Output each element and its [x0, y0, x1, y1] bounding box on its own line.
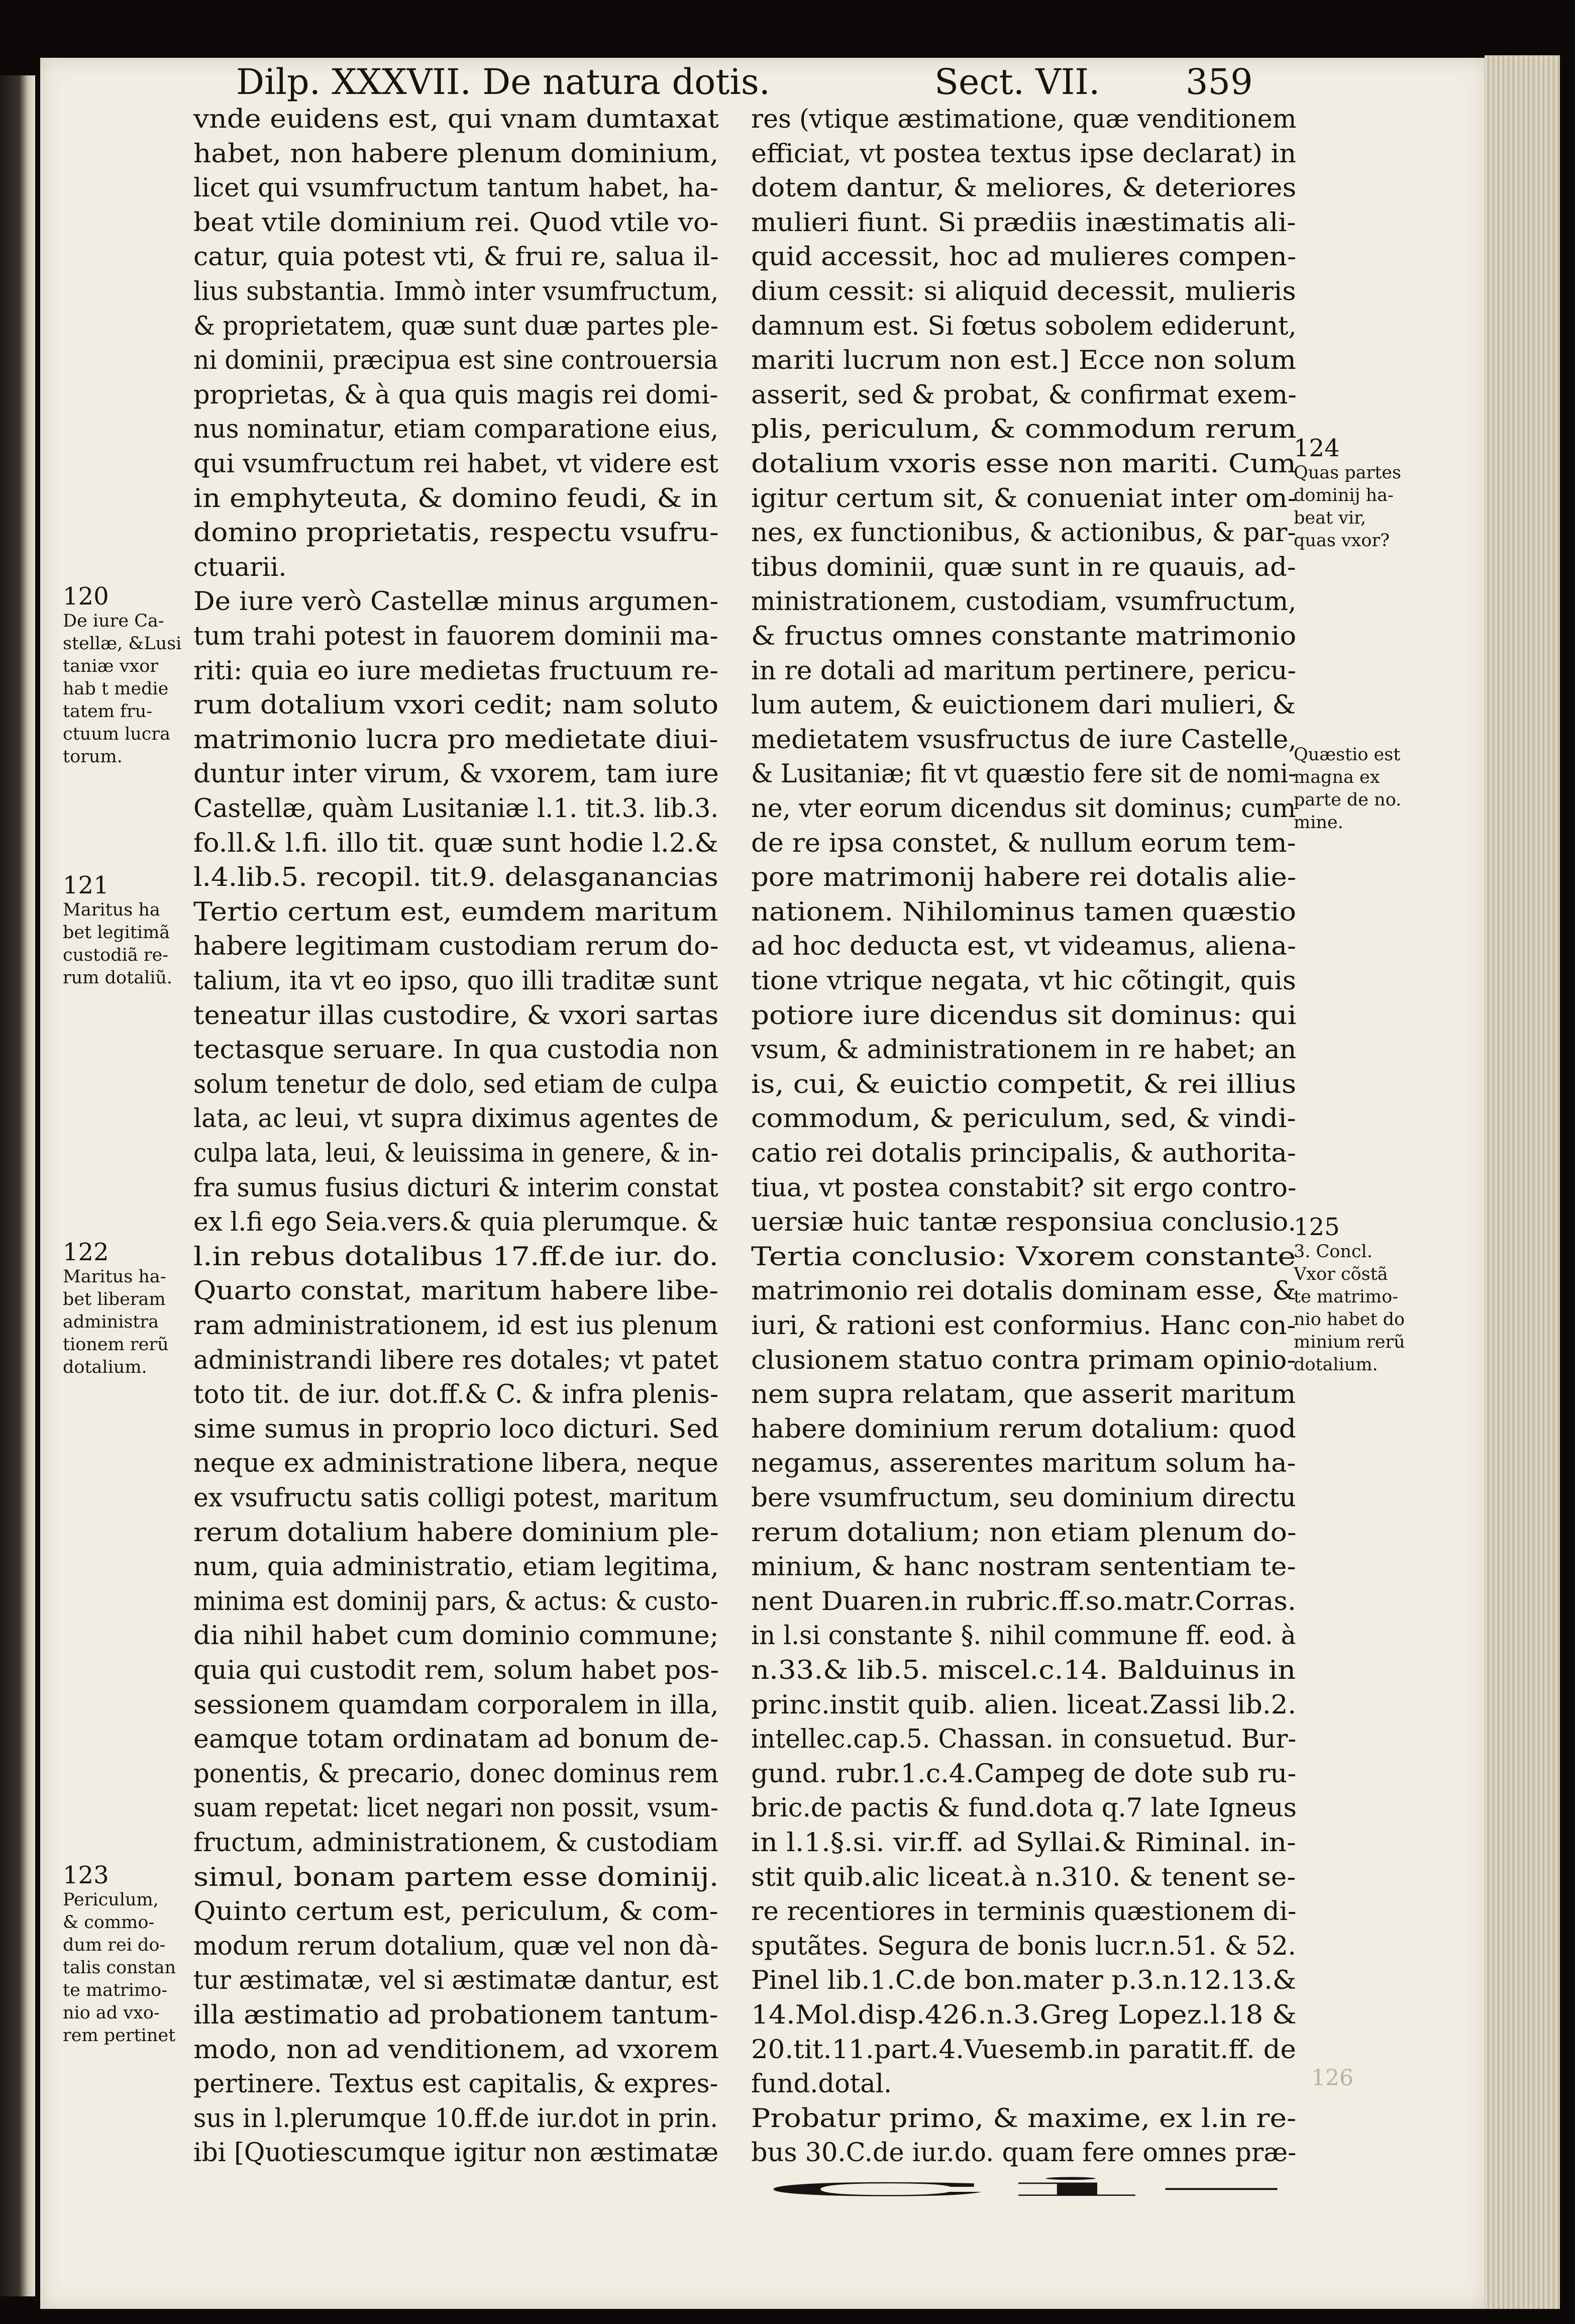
text-line: n.33.& lib.5. miscel.c.14. Balduinus in	[751, 1656, 1296, 1685]
margin-note	[1294, 744, 1401, 834]
margin-note-text: Quæstio est magna ex parte de no. mine.	[1294, 745, 1402, 833]
margin-note-text: De iure Ca- stellæ, &Lusi taniæ vxor hab t medie tatem fru- ctuum lucra torum.	[63, 611, 182, 767]
text-line: efficiat, vt postea textus ipse declarat) in	[751, 139, 1297, 169]
text-line: rerum dotalium; non etiam plenum do-	[751, 1518, 1297, 1548]
text-line: bere vsumfructum, seu dominium directu	[751, 1483, 1296, 1513]
text-line: & Lusitaniæ; fit vt quæstio fere sit de nomi-	[751, 759, 1297, 789]
text-line: matrimonio rei dotalis dominam esse, &	[751, 1276, 1296, 1306]
text-line: tione vtrique negata, vt hic cõtingit, quis	[751, 966, 1296, 996]
text-line: bus 30.C.de iur.do. quam fere omnes præ-	[751, 2138, 1297, 2168]
text-line: gund. rubr.1.c.4.Campeg de dote sub ru-	[751, 1759, 1297, 1789]
margin-note	[1294, 1213, 1405, 1376]
text-line: ram administrationem, id est ius plenum	[193, 1311, 718, 1341]
text-line: bric.de pactis & fund.dota q.7 late Igneus	[751, 1793, 1297, 1824]
text-line: fructum, administrationem, & custodiam	[193, 1828, 718, 1858]
text-line: riti: quia eo iure medietas fructuum re-	[193, 656, 718, 686]
text-line: rerum dotalium habere dominium ple-	[193, 1518, 719, 1548]
text-line: domino proprietatis, respectu vsufru-	[193, 518, 719, 548]
text-line: sus in l.plerumque 10.ff.de iur.dot in prin.	[193, 2103, 718, 2134]
text-line: dotem dantur, & meliores, & deteriores	[751, 173, 1297, 204]
text-line: solum tenetur de dolo, sed etiam de culpa	[193, 1069, 718, 1099]
text-line: nem supra relatam, que asserit maritum	[751, 1380, 1296, 1410]
text-line: tur æstimatæ, vel si æstimatæ dantur, est	[193, 1966, 719, 1996]
text-line: nent Duaren.in rubric.ff.so.matr.Corras.	[751, 1586, 1296, 1616]
margin-note-text: Maritus ha bet legitimã custodiã re- rum dotaliũ.	[63, 900, 173, 988]
text-line: potiore iure dicendus sit dominus: qui	[751, 1000, 1297, 1031]
text-line: stit quib.alic liceat.à n.310. & tenent se-	[751, 1862, 1296, 1892]
text-line: quid accessit, hoc ad mulieres compen-	[751, 242, 1297, 272]
text-line: nus nominatur, etiam comparatione eius,	[193, 415, 719, 445]
text-line: Castellæ, quàm Lusitaniæ l.1. tit.3. lib.3.	[193, 794, 719, 824]
text-line: pertinere. Textus est capitalis, & expres-	[193, 2069, 718, 2099]
margin-note-number: 120	[63, 582, 109, 611]
text-line: qui vsumfructum rei habet, vt videre est	[193, 449, 719, 479]
text-line: duntur inter virum, & vxorem, tam iure	[193, 759, 719, 789]
margin-note-text: Periculum, & commo- dum rei do- talis constan te matrimo- nio ad vxo- rem pertinet	[63, 1890, 176, 2046]
text-line: minima est dominij pars, & actus: & custo-	[193, 1586, 719, 1616]
text-line: sessionem quamdam corporalem in illa,	[193, 1690, 719, 1720]
text-line: toto tit. de iur. dot.ff.& C. & infra plenis-	[193, 1380, 719, 1410]
text-line: medietatem vsusfructus de iure Castelle,	[751, 725, 1297, 755]
text-line: nationem. Nihilominus tamen quæstio	[751, 897, 1297, 927]
text-line: Quinto certum est, periculum, & com-	[193, 1897, 718, 1927]
text-line: tibus dominii, quæ sunt in re quauis, ad-	[751, 552, 1296, 582]
text-line: Tertia conclusio: Vxorem constante	[751, 1242, 1296, 1272]
text-line: de re ipsa constet, & nullum eorum tem-	[751, 828, 1296, 858]
book-spine	[0, 75, 35, 2296]
text-line: tectasque seruare. In qua custodia non	[193, 1035, 719, 1065]
text-line: modo, non ad venditionem, ad vxorem	[193, 2035, 719, 2065]
page-edges	[1485, 55, 1560, 2309]
text-line: num, quia administratio, etiam legitima,	[193, 1552, 719, 1582]
text-line: Tertio certum est, eumdem maritum	[193, 897, 718, 927]
text-line: habet, non habere plenum dominium,	[193, 139, 719, 169]
text-line: dia nihil habet cum dominio commune;	[193, 1621, 719, 1651]
margin-note-number: 123	[63, 1861, 109, 1889]
text-line: lata, ac leui, vt supra diximus agentes de	[193, 1104, 719, 1134]
text-line: negamus, asserentes maritum solum ha-	[751, 1449, 1296, 1479]
page-number: 359	[1186, 61, 1253, 103]
text-line: nes, ex functionibus, & actionibus, & par-	[751, 518, 1296, 548]
margin-note-text: 3. Concl. Vxor cõstã te matrimo- nio habet do minium rerũ dotalium.	[1294, 1242, 1405, 1375]
margin-note	[1294, 434, 1401, 552]
text-line: & proprietatem, quæ sunt duæ partes ple-	[193, 311, 718, 341]
text-line: eamque totam ordinatam ad bonum de-	[193, 1725, 719, 1755]
text-line: in re dotali ad maritum pertinere, pericu-	[751, 656, 1296, 686]
text-line: 20.tit.11.part.4.Vuesemb.in paratit.ff. de	[751, 2035, 1296, 2065]
text-line: lum autem, & euictionem dari mulieri, &	[751, 690, 1296, 721]
text-line: modum rerum dotalium, quæ vel non dà-	[193, 1931, 719, 1961]
text-line: ci-	[751, 2173, 1297, 2202]
text-line: sputãtes. Segura de bonis lucr.n.51. & 52.	[751, 1931, 1296, 1961]
margin-note-number: 125	[1294, 1213, 1340, 1241]
text-line: suam repetat: licet negari non possit, vsum-	[193, 1793, 718, 1824]
text-line: mulieri fiunt. Si prædiis inæstimatis ali-	[751, 208, 1296, 238]
text-line: sime sumus in proprio loco dicturi. Sed	[193, 1414, 719, 1444]
text-line: ctuarii.	[193, 552, 287, 582]
margin-note-text: Quas partes dominij ha- beat vir, quas vxor?	[1294, 463, 1401, 551]
margin-note-number: 121	[63, 871, 109, 899]
text-line: tum trahi potest in fauorem dominii ma-	[193, 622, 718, 651]
bleed-through-number: 126	[1311, 2065, 1353, 2091]
text-line: catio rei dotalis principalis, & authorita-	[751, 1139, 1296, 1168]
text-line: re recentiores in terminis quæstionem di-	[751, 1897, 1297, 1927]
text-line: lius substantia. Immò inter vsumfructum,	[193, 277, 719, 307]
margin-note-number: 122	[63, 1238, 109, 1266]
text-line: ni dominii, præcipua est sine controuersia	[193, 346, 718, 376]
text-line: Quarto constat, maritum habere libe-	[193, 1276, 719, 1306]
text-line: ministrationem, custodiam, vsumfructum,	[751, 587, 1297, 617]
text-line: mariti lucrum non est.] Ecce non solum	[751, 346, 1296, 376]
text-line: teneatur illas custodire, & vxori sartas	[193, 1000, 719, 1031]
text-line: De iure verò Castellæ minus argumen-	[193, 587, 719, 617]
text-line: administrandi libere res dotales; vt patet	[193, 1345, 718, 1375]
text-line: catur, quia potest vti, & frui re, salua il-	[193, 242, 719, 272]
text-line: ad hoc deducta est, vt videamus, alienа-	[751, 932, 1296, 962]
text-line: princ.instit quib. alien. liceat.Zassi lib.2.	[751, 1690, 1297, 1720]
margin-note	[63, 582, 182, 768]
text-line: in l.si constante §. nihil commune ff. eod. à	[751, 1621, 1296, 1651]
text-line: l.in rebus dotalibus 17.ff.de iur. do.	[193, 1242, 719, 1272]
text-line: damnum est. Si fœtus sobolem ediderunt,	[751, 311, 1297, 341]
text-line: licet qui vsumfructum tantum habet, ha-	[193, 173, 718, 204]
text-line: res (vtique æstimatione, quæ venditionem	[751, 105, 1297, 134]
text-line: intellec.cap.5. Chassan. in consuetud. Bur-	[751, 1725, 1297, 1755]
text-line: vsum, & administrationem in re habet; an	[751, 1035, 1297, 1065]
margin-note-text: Maritus ha- bet liberam administra tionem rerũ dotalium.	[63, 1267, 169, 1377]
text-line: & fructus omnes constante matrimonio	[751, 622, 1297, 651]
text-line: habere legitimam custodiam rerum do-	[193, 932, 719, 962]
text-line: Probatur primo, & maxime, ex l.in re-	[751, 2103, 1297, 2134]
text-line: is, cui, & euictio competit, & rei illius	[751, 1069, 1297, 1099]
margin-note	[63, 1238, 169, 1379]
text-line: culpa lata, leui, & leuissima in genere, & in-	[193, 1139, 719, 1168]
text-line: plis, periculum, & commodum rerum	[751, 415, 1297, 445]
text-line: 14.Mol.disp.426.n.3.Greg Lopez.l.18 &	[751, 2000, 1297, 2030]
running-head-title: Dilp. XXXVII. De natura dotis.	[236, 61, 770, 103]
text-line: l.4.lib.5. recopil. tit.9. delasganancias	[193, 863, 718, 893]
margin-note	[63, 871, 173, 989]
text-line: proprietas, & à qua quis magis rei domi-	[193, 380, 718, 410]
text-line: matrimonio lucra pro medietate diui-	[193, 725, 718, 755]
text-line: ex l.fi ego Seia.vers.& quia plerumque. &	[193, 1207, 719, 1238]
text-line: uersiæ huic tantæ responsiua conclusio.	[751, 1207, 1297, 1238]
text-line: Pinel lib.1.C.de bon.mater p.3.n.12.13.&	[751, 1966, 1297, 1996]
text-line: igitur certum sit, & conueniat inter om-	[751, 483, 1297, 514]
text-line: fund.dotal.	[751, 2069, 892, 2099]
text-line: fo.ll.& l.fi. illo tit. quæ sunt hodie l.2.&	[193, 828, 718, 858]
text-line: ibi [Quotiescumque igitur non æstimatæ	[193, 2138, 719, 2168]
text-line: ne, vter eorum dicendus sit dominus; cum	[751, 794, 1296, 824]
margin-note	[63, 1861, 176, 2047]
text-line: commodum, & periculum, sed, & vindi-	[751, 1104, 1296, 1134]
text-line: asserit, sed & probat, & confirmat exem-	[751, 380, 1297, 410]
text-line: neque ex administratione libera, neque	[193, 1449, 718, 1479]
text-line: ex vsufructu satis colligi potest, maritum	[193, 1483, 718, 1513]
text-line: quia qui custodit rem, solum habet pos-	[193, 1656, 719, 1685]
text-line: habere dominium rerum dotalium: quod	[751, 1414, 1296, 1444]
text-line: dium cessit: si aliquid decessit, mulieris	[751, 277, 1296, 307]
text-line: in l.1.§.si. vir.ff. ad Syllai.& Riminal. in-	[751, 1828, 1296, 1858]
text-line: illa æstimatio ad probationem tantum-	[193, 2000, 718, 2030]
text-line: iuri, & rationi est conformius. Hanc con-	[751, 1311, 1296, 1341]
running-head-section: Sect. VII.	[934, 61, 1100, 103]
margin-note-number: 124	[1294, 434, 1340, 462]
text-line: vnde euidens est, qui vnam dumtaxat	[193, 105, 719, 134]
text-line: minium, & hanc nostram sententiam te-	[751, 1552, 1296, 1582]
text-line: simul, bonam partem esse dominij.	[193, 1862, 719, 1892]
text-line: pore matrimonij habere rei dotalis alie-	[751, 863, 1297, 893]
text-line: clusionem statuo contra primam opinio-	[751, 1345, 1296, 1375]
text-line: fra sumus fusius dicturi & interim constat	[193, 1173, 718, 1203]
text-line: rum dotalium vxori cedit; nam soluto	[193, 690, 719, 721]
text-line: in emphyteuta, & domino feudi, & in	[193, 483, 718, 514]
text-line: talium, ita vt eo ipso, quo illi traditæ sunt	[193, 966, 718, 996]
text-line: tiua, vt postea constabit? sit ergo contro-	[751, 1173, 1297, 1203]
text-line: dotalium vxoris esse non mariti. Cum	[751, 449, 1296, 479]
text-line: beat vtile dominium rei. Quod vtile vo-	[193, 208, 719, 238]
text-line: ponentis, & precario, donec dominus rem	[193, 1759, 719, 1789]
